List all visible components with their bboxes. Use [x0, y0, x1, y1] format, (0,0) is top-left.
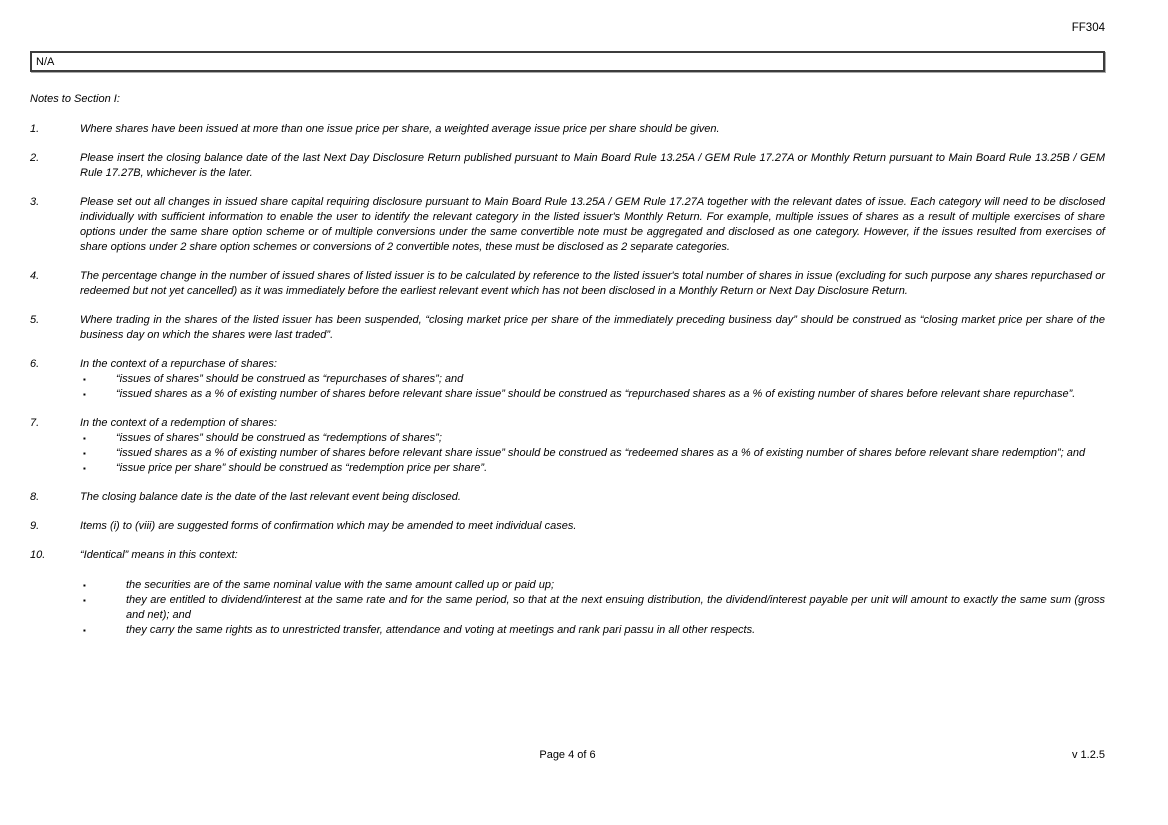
bullet-item [80, 578, 1105, 593]
bullet-text: “issued shares as a % of existing number of shares before relevant share issue” should be construed as “redeemed shares as a % of existing number of shares before relevant share redemption”; and [116, 447, 1086, 459]
bullet-group [80, 578, 1105, 638]
note-text: Where trading in the shares of the listed issuer has been suspended, “closing market price per share of the immediately preceding business day” should be construed as “closing market price per share of the business day on which the shares were last traded”. [80, 314, 1105, 341]
bullet-text: “issue price per share” should be construed as “redemption price per share”. [116, 462, 488, 474]
bullet-text: “issued shares as a % of existing number of shares before relevant share issue” should be construed as “repurchased shares as a % of existing number of shares before relevant share repurchase”. [116, 388, 1076, 400]
bullet-square-icon: ▪ [83, 390, 86, 399]
bullet-item [80, 431, 1105, 446]
note-item-8 [30, 490, 1105, 505]
na-input-field[interactable] [30, 51, 1105, 72]
bullet-text: “issues of shares” should be construed as “repurchases of shares”; and [116, 373, 464, 385]
notes-list [30, 122, 1105, 638]
bullet-square-icon: ▪ [83, 375, 86, 384]
note-item-6 [30, 357, 1105, 402]
bullet-item [80, 593, 1105, 623]
note-item-2 [30, 151, 1105, 181]
note-item-1 [30, 122, 1105, 137]
bullet-square-icon: ▪ [83, 434, 86, 443]
footer-version-label: v 1.2.5 [1071, 749, 1105, 761]
note-item-9 [30, 519, 1105, 534]
note-text: Where shares have been issued at more than one issue price per share, a weighted average issue price per share should be given. [80, 123, 720, 135]
na-field-value: N/A [36, 55, 55, 68]
note-text: “Identical” means in this context: [80, 549, 238, 561]
note-number: 7. [30, 417, 40, 429]
bullet-item [80, 372, 1105, 387]
note-number: 6. [30, 358, 40, 370]
bullet-square-icon: ▪ [83, 464, 86, 473]
note-number: 4. [30, 270, 40, 282]
bullet-item [80, 461, 1105, 476]
bullet-text: the securities are of the same nominal value with the same amount called up or paid up; [126, 579, 555, 591]
bullet-text: “issues of shares” should be construed as “redemptions of shares”; [116, 432, 442, 444]
note-text: In the context of a redemption of shares: [80, 417, 277, 429]
bullet-text: they are entitled to dividend/interest at the same rate and for the same period, so that at the next ensuing distribution, the dividend/interest payable per unit will amount to exactly the same sum (gross and net); and [126, 594, 1105, 621]
bullet-square-icon: ▪ [83, 449, 86, 458]
note-number: 9. [30, 520, 40, 532]
note-body [80, 548, 1105, 638]
note-text: The closing balance date is the date of the last relevant event being disclosed. [80, 491, 461, 503]
note-text: Items (i) to (viii) are suggested forms of confirmation which may be amended to meet individual cases. [80, 520, 577, 532]
bullet-text: they carry the same rights as to unrestricted transfer, attendance and voting at meetings and rank pari passu in all other respects. [126, 624, 756, 636]
bullet-square-icon: ▪ [83, 626, 86, 635]
note-number: 2. [30, 152, 40, 164]
note-item-7 [30, 416, 1105, 476]
note-text: The percentage change in the number of issued shares of listed issuer is to be calculated by reference to the listed issuer's total number of shares in issue (excluding for such purpose any shares repurchased or redeemed but not yet cancelled) as it was immediately before the earliest relevant event which has not been disclosed in a Monthly Return or Next Day Disclosure Return. [80, 270, 1105, 297]
note-text: Please insert the closing balance date of the last Next Day Disclosure Return published pursuant to Main Board Rule 13.25A / GEM Rule 17.27A or Monthly Return pursuant to Main Board Rule 13.25B / GEM Rule 17.27B, whichever is the later. [80, 152, 1105, 179]
note-number: 1. [30, 123, 40, 135]
note-item-10 [30, 548, 1105, 638]
note-item-4 [30, 269, 1105, 299]
note-number: 3. [30, 196, 40, 208]
bullet-item [80, 446, 1105, 461]
note-number: 8. [30, 491, 40, 503]
note-item-5 [30, 313, 1105, 343]
form-code-label: FF304 [1071, 22, 1105, 34]
note-text: In the context of a repurchase of shares: [80, 358, 277, 370]
bullet-square-icon: ▪ [83, 596, 86, 605]
note-number: 10. [30, 549, 46, 561]
note-body [80, 416, 1105, 476]
page-footer [30, 748, 1105, 763]
bullet-item [80, 387, 1105, 402]
bullet-item [80, 623, 1105, 638]
bullet-square-icon: ▪ [83, 581, 86, 590]
footer-page-number: Page 4 of 6 [539, 749, 596, 761]
note-text: Please set out all changes in issued share capital requiring disclosure pursuant to Main Board Rule 13.25A / GEM Rule 17.27A together with the relevant dates of issue. Each category will need to be disclosed individually with sufficient information to enable the user to identify the relevant category in the listed issuer's Monthly Return. For example, multiple issues of shares as a result of multiple exercises of share options under the same share option scheme or of multiple conversions under the same convertible note must be aggregated and disclosed as one category. However, if the issues resulted from exercises of share options under 2 share option schemes or conversions of 2 convertible notes, these must be disclosed as 2 separate categories. [80, 196, 1105, 253]
note-body [80, 357, 1105, 402]
note-item-3 [30, 195, 1105, 255]
section-heading: Notes to Section I: [30, 93, 120, 105]
note-number: 5. [30, 314, 40, 326]
